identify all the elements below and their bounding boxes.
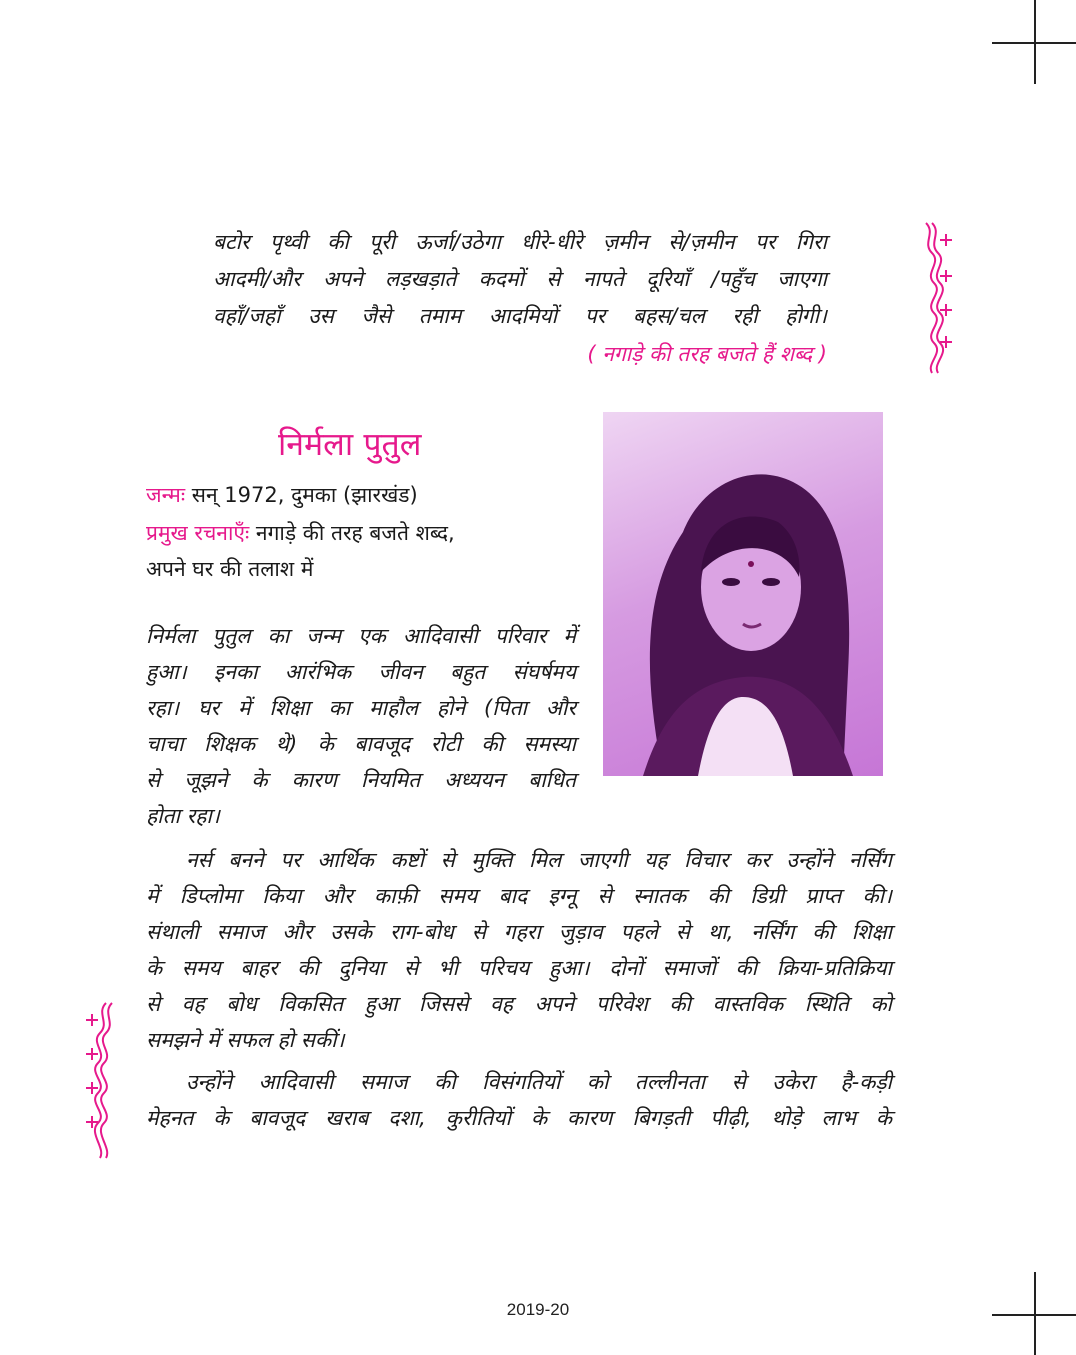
bio-line: मेहनत के बावजूद खराब दशा, कुरीतियों के कारण बिगड़ती पीढ़ी, थोड़े लाभ के: [146, 1106, 892, 1130]
works-label: प्रमुख रचनाएँः: [146, 521, 250, 545]
birth-info: [146, 478, 418, 512]
works-info: [146, 516, 576, 550]
poem-line: बटोर पृथ्वी की पूरी ऊर्जा/उठेगा धीरे-धीरे ज़मीन से/ज़मीन पर गिरा: [213, 230, 827, 254]
birth-value: सन् 1972, दुमका (झारखंड): [191, 483, 418, 507]
page-number: 2019-20: [506, 1300, 570, 1319]
bio-line: संथाली समाज और उसके राग-बोध से गहरा जुड़ाव पहले से था, नर्सिंग की शिक्षा: [146, 920, 892, 944]
works-value: नगाड़े की तरह बजते शब्द,: [255, 521, 455, 545]
bio-line: समझने में सफल हो सकीं।: [146, 1028, 345, 1052]
poem-line: आदमी/और अपने लड़खड़ाते कदमों से नापते दूरियाँ /पहुँच जाएगा: [213, 267, 827, 291]
bio-line: से जूझने के कारण नियमित अध्ययन बाधित: [146, 768, 576, 792]
poet-portrait-photo: [603, 412, 883, 776]
poem-source: ( नगाड़े की तरह बजते हैं शब्द ): [587, 342, 827, 366]
bio-line: चाचा शिक्षक थे) के बावजूद रोटी की समस्या: [146, 732, 576, 756]
bio-line: रहा। घर में शिक्षा का माहौल होने (पिता और: [146, 696, 576, 720]
bio-line: के समय बाहर की दुनिया से भी परिचय हुआ। दोनों समाजों की क्रिया-प्रतिक्रिया: [146, 956, 892, 980]
bio-line: उन्होंने आदिवासी समाज की विसंगतियों को तल्लीनता से उकेरा है-कड़ी: [186, 1070, 892, 1094]
bio-line: निर्मला पुतुल का जन्म एक आदिवासी परिवार में: [146, 624, 576, 648]
poem-line: वहाँ/जहाँ उस जैसे तमाम आदमियों पर बहस/चल रही होगी।: [213, 304, 827, 328]
bio-line: हुआ। इनका आरंभिक जीवन बहुत संघर्षमय: [146, 660, 576, 684]
bio-line: में डिप्लोमा किया और काफ़ी समय बाद इग्नू से स्नातक की डिग्री प्राप्त की।: [146, 884, 892, 908]
bio-line: होता रहा।: [146, 804, 220, 828]
bio-line: से वह बोध विकसित हुआ जिससे वह अपने परिवेश की वास्तविक स्थिति को: [146, 992, 892, 1016]
floral-border-ornament-left: [82, 998, 122, 1163]
bio-line: नर्स बनने पर आर्थिक कष्टों से मुक्ति मिल जाएगी यह विचार कर उन्होंने नर्सिंग: [186, 848, 892, 872]
poet-name: निर्मला पुतुल: [278, 425, 422, 463]
works-value-continued: अपने घर की तलाश में: [146, 557, 314, 581]
floral-border-ornament-right: [918, 218, 958, 378]
crop-mark-top-horizontal: [992, 42, 1076, 44]
birth-label: जन्मः: [146, 483, 186, 507]
